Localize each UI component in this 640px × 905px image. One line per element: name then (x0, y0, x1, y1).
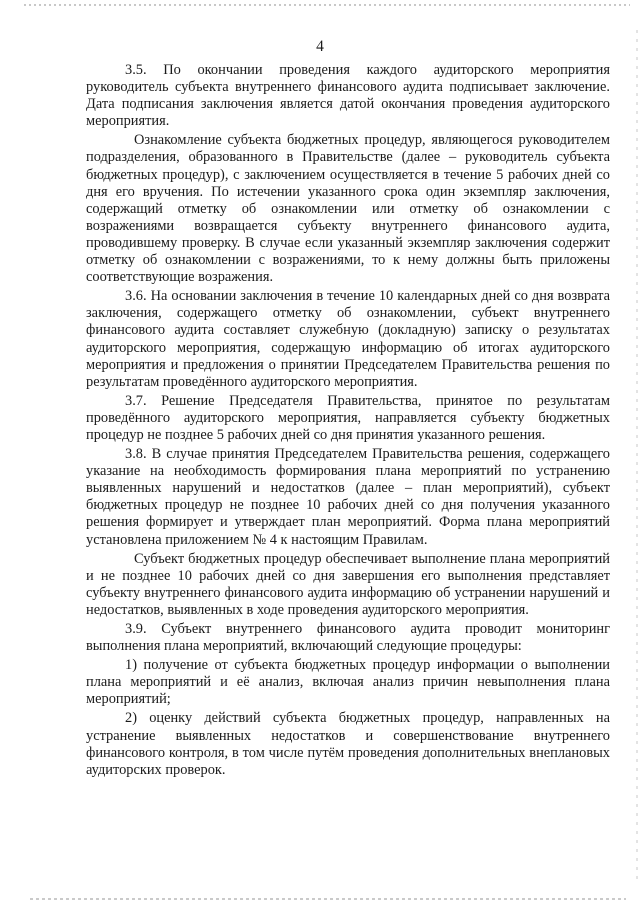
paragraph-3-7: 3.7. Решение Председателя Правительства, принятое по результатам проведённого аудиторского мероприятия, направляется субъекту бюджетных процедур не позднее 5 рабочих дней со дня принятия указанного решения. (86, 392, 610, 443)
paragraph-3-8: 3.8. В случае принятия Председателем Правительства решения, содержащего указание на необходимость формирования плана мероприятий по устранению выявленных нарушений и недостатков (далее – план мероприятий), субъект бюджетных процедур не позднее 10 рабочих дней со дня получения указанного решения формирует и утверждает план мероприятий. Форма плана мероприятий установлена приложением № 4 к настоящим Правилам. (86, 446, 610, 548)
paragraph-3-5: 3.5. По окончании проведения каждого аудиторского мероприятия руководитель субъекта внутреннего финансового аудита подписывает заключение. Дата подписания заключения является датой окончания проведения аудиторского мероприятия. (86, 62, 610, 130)
scan-edge-top (24, 4, 630, 6)
list-item-1: 1) получение от субъекта бюджетных процедур информации о выполнении плана мероприятий и её анализ, включая анализ причин невыполнения плана мероприятий; (86, 657, 610, 708)
paragraph-familiarization: Ознакомление субъекта бюджетных процедур, являющегося руководителем подразделения, образованного в Правительстве (далее – руководитель субъекта бюджетных процедур), с заключением осуществляется в течение 5 рабочих дней со дня его вручения. По истечении указанного срока один экземпляр заключения, содержащий отметку об ознакомлении или отметку об ознакомлении с возражениями возвращается субъекту внутреннего финансового аудита, проводившему проверку. В случае если указанный экземпляр заключения содержит отметку об ознакомлении с возражениями, то к нему должны быть приложены соответствующие возражения. (86, 132, 610, 286)
scan-edge-right (636, 30, 638, 885)
paragraph-3-9: 3.9. Субъект внутреннего финансового аудита проводит мониторинг выполнения плана мероприятий, включающий следующие процедуры: (86, 621, 610, 655)
scan-edge-bottom (30, 898, 626, 900)
list-item-2: 2) оценку действий субъекта бюджетных процедур, направленных на устранение выявленных недостатков и совершенствование внутреннего финансового контроля, в том числе путём проведения дополнительных внеплановых аудиторских проверок. (86, 710, 610, 778)
page-number: 4 (316, 38, 324, 55)
paragraph-plan-execution: Субъект бюджетных процедур обеспечивает выполнение плана мероприятий и не позднее 10 рабочих дней со дня завершения его выполнения представляет субъекту внутреннего финансового аудита информацию об устранении нарушений и недостатков, выявленных в ходе проведения аудиторского мероприятия. (86, 550, 610, 618)
paragraph-3-6: 3.6. На основании заключения в течение 10 календарных дней со дня возврата заключения, содержащего отметку об ознакомлении, субъект внутреннего финансового аудита составляет служебную (докладную) записку о результатах аудиторского мероприятия, содержащую информацию об итогах аудиторского мероприятия и предложения о принятии Председателем Правительства решения по результатам проведённого аудиторского мероприятия. (86, 288, 610, 390)
document-body (86, 62, 610, 781)
